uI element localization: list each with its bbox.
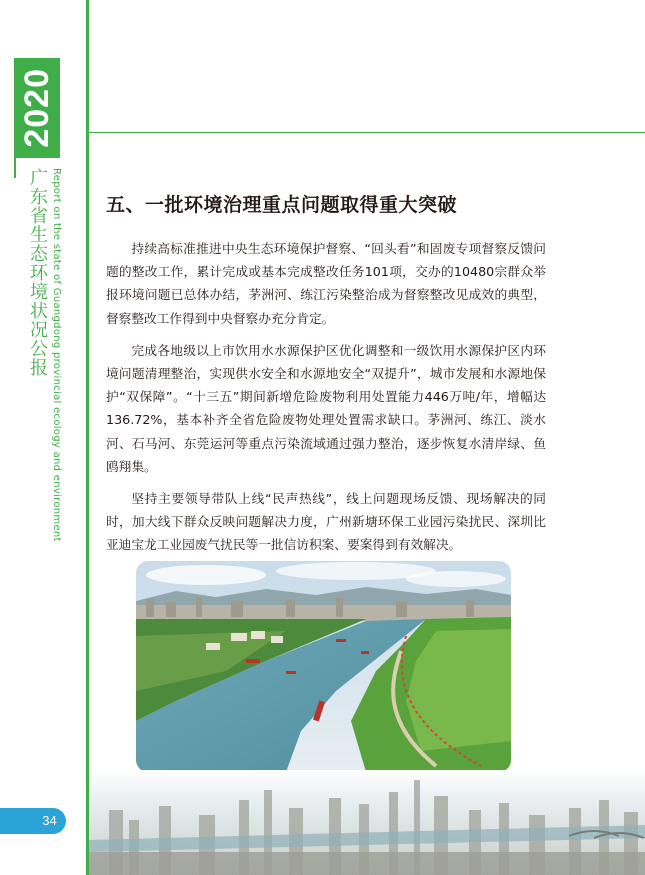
body-text	[106, 237, 546, 566]
section-heading: 五、一批环境治理重点问题取得重大突破	[106, 194, 458, 216]
paragraph-2: 完成各地级以上市饮用水水源保护区优化调整和一级饮用水源保护区内环境问题清理整治，实现供水安全和水源地安全“双提升”，城市发展和水源地保护“双保障”。“十三五”期间新增危险废物利用处置能力446万吨/年，增幅达136.72%，基本补齐全省危险废物处理处置需求缺口。茅洲河、练江、淡水河、石马河、东莞运河等重点污染流域通过强力整治，逐步恢复水清岸绿、鱼鸥翔集。	[106, 342, 546, 474]
header-divider	[89, 132, 645, 133]
report-title-english: Report on the state of Guangdong provincial ecology and environment	[51, 168, 62, 542]
river-photo-illustration	[136, 561, 511, 772]
river-dragon-boat-photo	[136, 561, 511, 772]
skyline-illustration	[89, 770, 645, 875]
tab-accent-line	[14, 158, 16, 178]
year-tab	[14, 58, 60, 158]
paragraph-1: 持续高标准推进中央生态环境保护督察、“回头看”和固废专项督察反馈问题的整改工作，累计完成或基本完成整改任务101项，交办的10480宗群众举报环境问题已总体办结，茅洲河、练江污染整治成为督察整改见成效的典型，督察整改工作得到中央督察办充分肯定。	[106, 241, 546, 326]
city-skyline-image	[89, 770, 645, 875]
paragraph-3: 坚持主要领导带队上线“民声热线”，线上问题现场反馈、现场解决的同时，加大线下群众反映问题解决力度，广州新塘环保工业园污染扰民、深圳比亚迪宝龙工业园废气扰民等一批信访积案、要案得到有效解决。	[106, 491, 546, 553]
page-number: 34	[42, 813, 57, 828]
report-title-chinese: 广东省生态环境状况公报	[27, 168, 48, 377]
year-label: 2020	[17, 68, 56, 148]
